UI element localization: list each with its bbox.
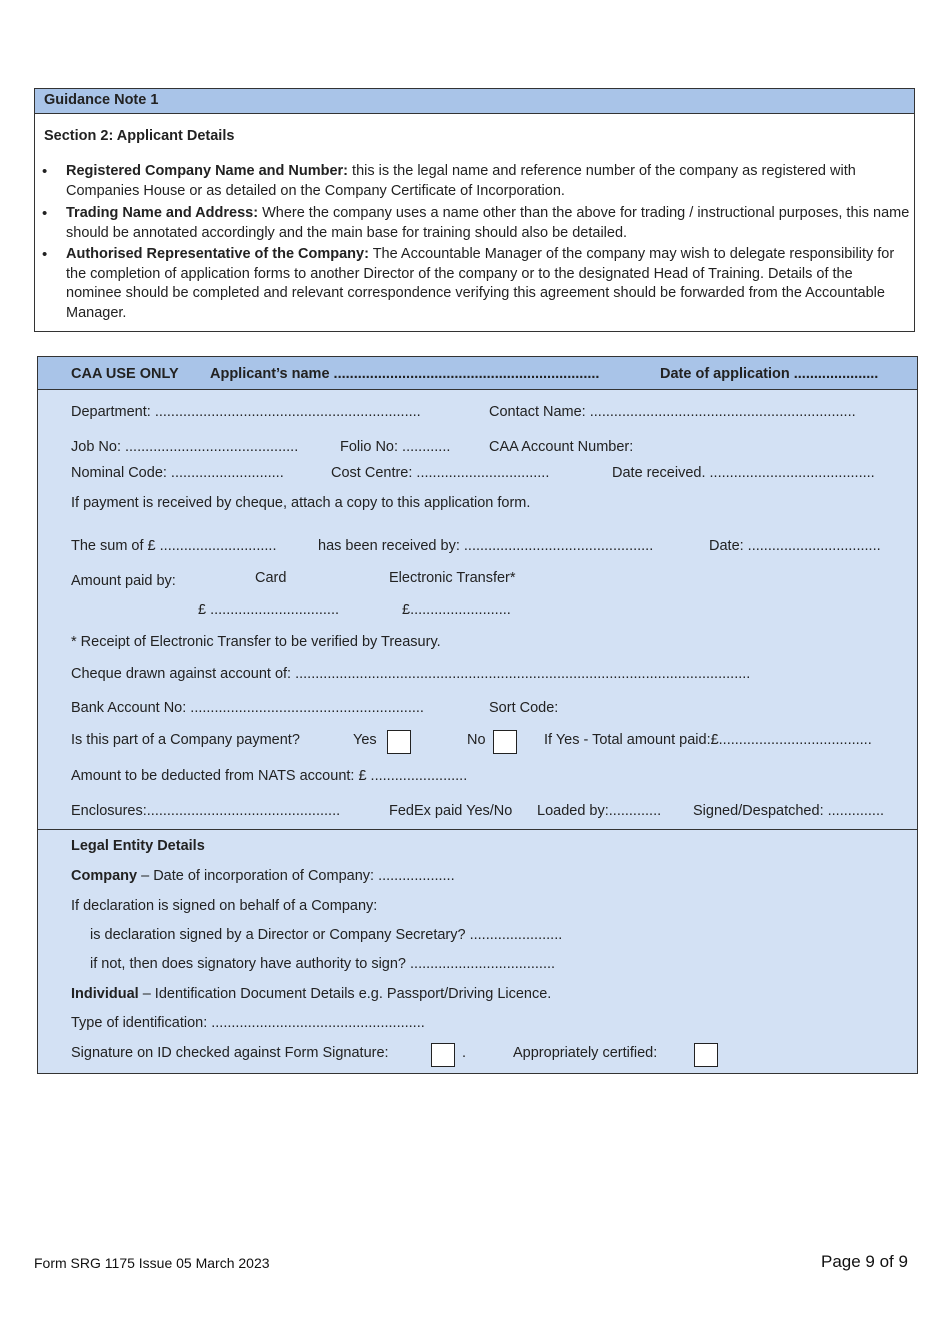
dot-text: . xyxy=(462,1045,467,1061)
bullet-authorised-rep xyxy=(66,245,911,323)
signed-despatched-field[interactable]: Signed/Despatched: .............. xyxy=(693,803,885,819)
enclosures-field[interactable]: Enclosures:................................................ xyxy=(71,803,341,819)
guidance-note-title: Guidance Note 1 xyxy=(44,92,159,108)
cost-centre-field[interactable]: Cost Centre: ................................. xyxy=(331,465,550,481)
yes-checkbox[interactable] xyxy=(387,730,411,754)
individual-label xyxy=(71,986,551,1002)
account-number-label: CAA Account Number: xyxy=(489,439,634,455)
director-field[interactable]: is declaration signed by a Director or Company Secretary? ....................... xyxy=(90,927,563,943)
folio-no-field[interactable]: Folio No: ............ xyxy=(340,439,451,455)
individual-text: – Identification Document Details e.g. Passport/Driving Licence. xyxy=(138,986,552,1002)
date-field[interactable]: Date: ................................. xyxy=(709,538,881,554)
certified-checkbox[interactable] xyxy=(694,1043,718,1067)
yes-label: Yes xyxy=(353,732,377,748)
total-paid-field[interactable]: If Yes - Total amount paid:£...................................... xyxy=(544,732,872,748)
bullet-bold: Registered Company Name and Number: xyxy=(66,163,349,179)
department-field[interactable]: Department: .................................................................. xyxy=(71,404,421,420)
electronic-transfer-label: Electronic Transfer* xyxy=(389,570,516,586)
sort-code-label: Sort Code: xyxy=(489,700,559,716)
nats-deduction-field[interactable]: Amount to be deducted from NATS account: £ ........................ xyxy=(71,768,468,784)
cheque-note: If payment is received by cheque, attach a copy to this application form. xyxy=(71,495,531,511)
loaded-by-field[interactable]: Loaded by:............. xyxy=(537,803,662,819)
job-no-field[interactable]: Job No: ........................................... xyxy=(71,439,299,455)
form-reference: Form SRG 1175 Issue 05 March 2023 xyxy=(34,1255,270,1271)
certified-label: Appropriately certified: xyxy=(513,1045,658,1061)
card-amount-field[interactable]: £ ................................ xyxy=(198,602,340,618)
company-payment-label: Is this part of a Company payment? xyxy=(71,732,300,748)
applicant-name-field[interactable]: Applicant’s name .................................................................. xyxy=(210,366,600,382)
signature-checked-checkbox[interactable] xyxy=(431,1043,455,1067)
section-title: Section 2: Applicant Details xyxy=(44,128,235,144)
transfer-amount-field[interactable]: £......................... xyxy=(402,602,511,618)
caa-use-only-label: CAA USE ONLY xyxy=(71,366,179,382)
received-by-field[interactable]: has been received by: ............................................... xyxy=(318,538,654,554)
section-divider xyxy=(38,829,917,830)
date-received-field[interactable]: Date received. ......................................... xyxy=(612,465,875,481)
no-label: No xyxy=(467,732,486,748)
company-bold: Company xyxy=(71,868,138,884)
page-number: Page 9 of 9 xyxy=(821,1252,908,1271)
fedex-label: FedEx paid Yes/No xyxy=(389,803,513,819)
bullet-text: this is the legal name and reference number of the company as registered with Companies House or as detailed on the Company Certificate of Incorporation. xyxy=(66,163,856,199)
id-type-field[interactable]: Type of identification: ..................................................... xyxy=(71,1015,425,1031)
sum-of-field[interactable]: The sum of £ ............................. xyxy=(71,538,277,554)
authority-field[interactable]: if not, then does signatory have authority to sign? .................................... xyxy=(90,956,556,972)
guidance-note-box xyxy=(34,88,915,332)
guidance-note-header xyxy=(35,89,914,114)
legal-entity-title: Legal Entity Details xyxy=(71,838,205,854)
company-text: – Date of incorporation of Company: ................... xyxy=(137,868,455,884)
bank-account-field[interactable]: Bank Account No: .......................................................... xyxy=(71,700,424,716)
contact-name-field[interactable]: Contact Name: .................................................................. xyxy=(489,404,856,420)
card-label: Card xyxy=(255,570,287,586)
bullet-trading-name xyxy=(66,204,911,243)
bullet-bold: Trading Name and Address: xyxy=(66,205,259,221)
no-checkbox[interactable] xyxy=(493,730,517,754)
nominal-code-field[interactable]: Nominal Code: ............................ xyxy=(71,465,284,481)
date-of-application-field[interactable]: Date of application ..................... xyxy=(660,366,879,382)
amount-paid-by-label: Amount paid by: xyxy=(71,573,176,589)
bullet-text: The Accountable Manager of the company may wish to delegate responsibility for the completion of application forms to another Director of the company or to the designated Head of Training. Details of the nominee should be completed and relevant correspondence verifying this agreement should be forwarded from the Accountable Manager. xyxy=(66,246,895,321)
declaration-label: If declaration is signed on behalf of a Company: xyxy=(71,898,378,914)
individual-bold: Individual xyxy=(71,986,139,1002)
bullet-bold: Authorised Representative of the Company: xyxy=(66,246,369,262)
cheque-account-field[interactable]: Cheque drawn against account of: ................................................................................................................. xyxy=(71,666,751,682)
signature-checked-label: Signature on ID checked against Form Signature: xyxy=(71,1045,389,1061)
caa-use-only-box xyxy=(37,356,918,1074)
company-incorporation-field[interactable] xyxy=(71,868,455,884)
receipt-note: * Receipt of Electronic Transfer to be verified by Treasury. xyxy=(71,634,441,650)
bullet-registered-company xyxy=(66,162,911,201)
bullet-text: Where the company uses a name other than the above for trading / instructional purposes, this name should be annotated accordingly and the main base for training should also be detailed. xyxy=(66,205,910,241)
